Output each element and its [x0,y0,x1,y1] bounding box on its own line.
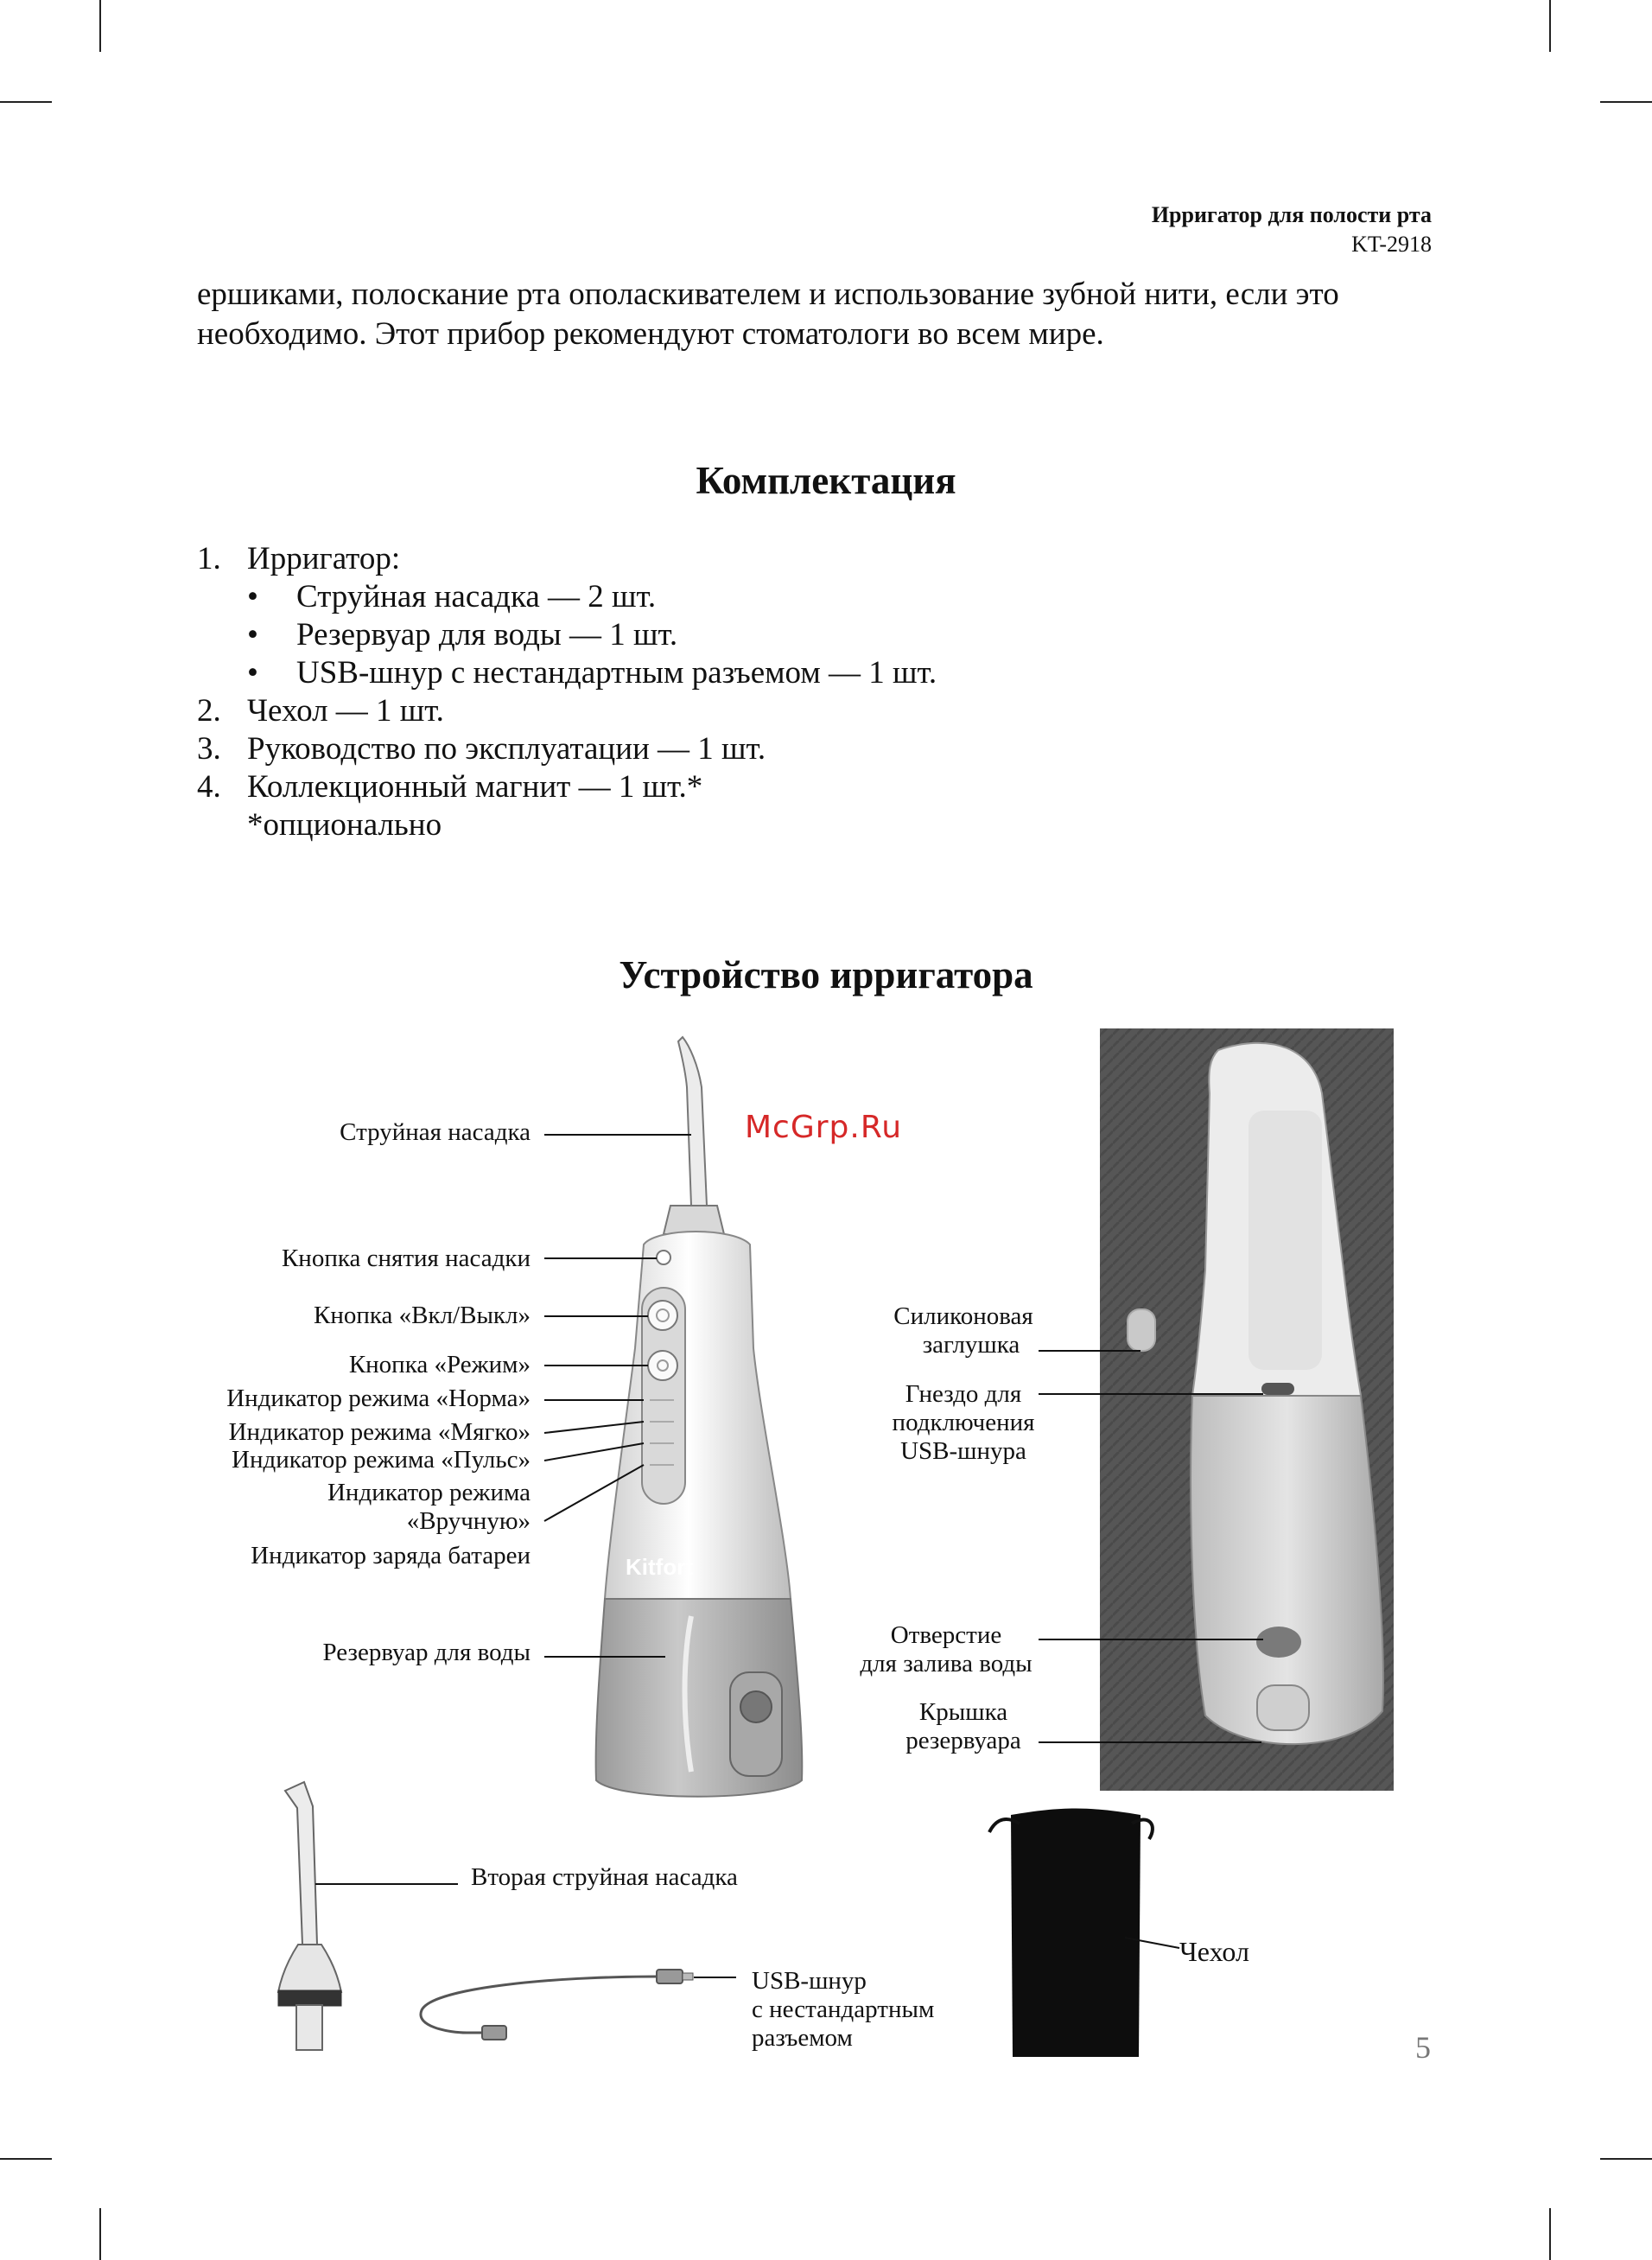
label-indicator-manual-line2: «Вручную» [406,1507,531,1535]
second-nozzle-illustration [278,1782,341,2050]
label-reservoir-lid: Крышка резервуара [905,1698,1021,1754]
label-indicator-pulse: Индикатор режима «Пульс» [232,1446,531,1474]
label-indicator-soft: Индикатор режима «Мягко» [228,1418,531,1446]
label-silicone-plug: Силиконовая заглушка [893,1302,1033,1359]
label-indicator-norm: Индикатор режима «Норма» [226,1385,531,1412]
intro-line: необходимо. Этот прибор рекомендуют стоматологи во всем мире. [197,316,1104,352]
label-nozzle: Струйная насадка [340,1118,531,1146]
brand-logo: Kitfort [626,1554,693,1580]
label-mode-button: Кнопка «Режим» [348,1351,531,1378]
label-second-nozzle: Вторая струйная насадка [471,1863,738,1891]
label-usb-cable: USB-шнур с нестандартным разъемом [752,1967,935,2052]
pouch-illustration [989,1809,1153,2058]
label-indicator-battery: Индикатор заряда батареи [251,1542,531,1569]
label-indicator-manual: Индикатор режима [327,1479,531,1506]
label-power-button: Кнопка «Вкл/Выкл» [313,1302,531,1329]
irrigator-illustration [596,1037,803,1797]
running-header-model: KT-2918 [1351,232,1432,257]
label-reservoir: Резервуар для воды [322,1639,531,1666]
usb-cable-illustration [421,1970,693,2040]
label-pouch: Чехол [1179,1936,1249,1967]
running-header-title: Ирригатор для полости рта [1151,202,1432,227]
intro-line: ершиками, полоскание рта ополаскивателем и использование зубной нити, если это [197,277,1339,312]
label-usb-socket: Гнездо для подключения USB-шнура [892,1380,1035,1465]
label-fill-hole: Отверстие для залива воды [860,1621,1032,1677]
page-number: 5 [1415,2030,1431,2065]
section-title-contents: Комплектация [696,459,956,502]
section-title-device: Устройство ирригатора [619,953,1033,996]
watermark: McGrp.Ru [745,1110,903,1145]
device-back-photo [1100,1028,1394,1791]
label-release-button: Кнопка снятия насадки [281,1245,531,1272]
